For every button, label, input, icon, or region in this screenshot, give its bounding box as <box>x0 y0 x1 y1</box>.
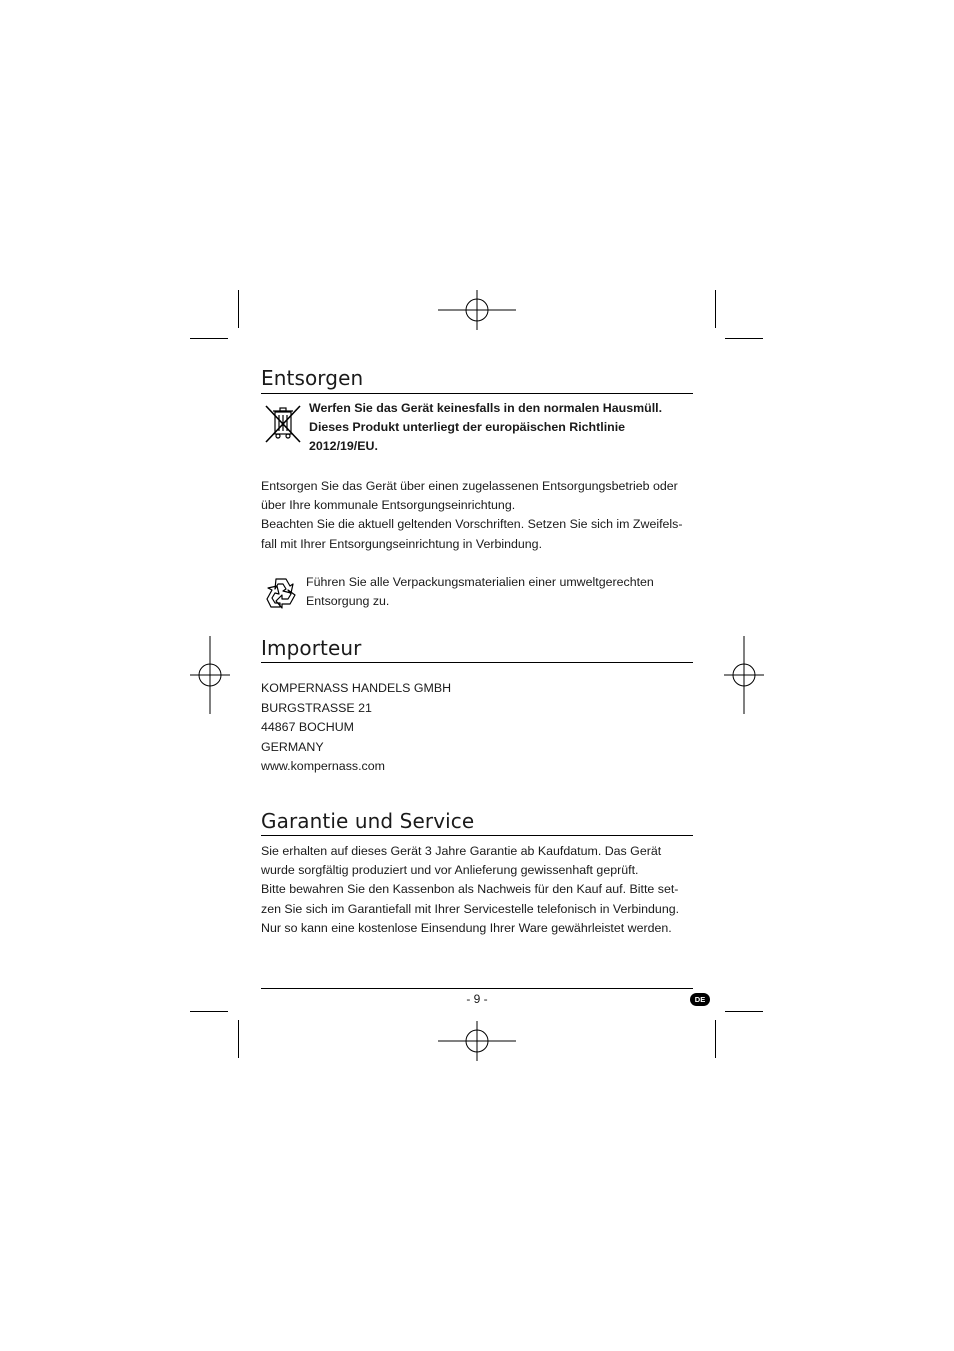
disposal-paragraph-line: über Ihre kommunale Entsorgungseinrichtung. <box>261 498 516 513</box>
address-street: BURGSTRASSE 21 <box>261 700 372 715</box>
warranty-paragraph-line: Bitte bewahren Sie den Kassenbon als Nachweis für den Kauf auf. Bitte set- <box>261 882 679 897</box>
importer-address <box>261 679 693 777</box>
disposal-paragraph <box>261 477 693 554</box>
address-city: 44867 BOCHUM <box>261 720 354 734</box>
footer-rule <box>261 988 693 989</box>
warranty-paragraph-line: Nur so kann eine kostenlose Einsendung Ihrer Ware gewährleistet werden. <box>261 920 672 935</box>
disposal-warning-line: Dieses Produkt unterliegt der europäischen Richtlinie <box>309 420 626 435</box>
language-badge: DE <box>690 993 710 1006</box>
registration-mark-left <box>190 636 230 714</box>
section-title-warranty: Garantie und Service <box>261 809 475 833</box>
registration-mark-bottom <box>438 1021 516 1061</box>
disposal-warning-line: 2012/19/EU. <box>309 439 378 454</box>
section-rule-importer <box>261 662 693 663</box>
address-company: KOMPERNASS HANDELS GMBH <box>261 681 452 695</box>
disposal-warning-line: Werfen Sie das Gerät keinesfalls in den normalen Hausmüll. <box>309 401 663 415</box>
warranty-paragraph-line: zen Sie sich im Garantiefall mit Ihrer Servicestelle telefonisch in Verbindung. <box>261 901 680 916</box>
address-country: GERMANY <box>261 739 324 754</box>
address-website: www.kompernass.com <box>261 759 385 773</box>
registration-mark-top <box>438 290 516 330</box>
warranty-paragraph-line: Sie erhalten auf dieses Gerät 3 Jahre Garantie ab Kaufdatum. Das Gerät <box>261 844 662 858</box>
section-rule-disposal <box>261 393 693 394</box>
section-title-disposal: Entsorgen <box>261 366 364 390</box>
section-title-importer: Importeur <box>261 636 362 660</box>
crossed-out-bin-icon <box>264 402 302 444</box>
registration-mark-right <box>724 636 764 714</box>
recycle-note-line: Entsorgung zu. <box>306 594 390 609</box>
section-rule-warranty <box>261 835 693 836</box>
disposal-paragraph-line: Entsorgen Sie das Gerät über einen zugelassenen Entsorgungsbetrieb oder <box>261 479 678 493</box>
warranty-paragraph-line: wurde sorgfältig produziert und vor Anlieferung gewissenhaft geprüft. <box>261 863 639 878</box>
disposal-paragraph-line: fall mit Ihrer Entsorgungseinrichtung in Verbindung. <box>261 536 543 551</box>
page-number: - 9 - <box>466 992 488 1006</box>
recycle-icon <box>262 573 300 611</box>
disposal-paragraph-line: Beachten Sie die aktuell geltenden Vorschriften. Setzen Sie sich im Zweifels- <box>261 517 683 532</box>
warranty-paragraph <box>261 842 693 938</box>
disposal-warning <box>309 399 699 457</box>
recycle-note <box>306 573 696 611</box>
recycle-note-line: Führen Sie alle Verpackungsmaterialien einer umweltgerechten <box>306 575 654 589</box>
